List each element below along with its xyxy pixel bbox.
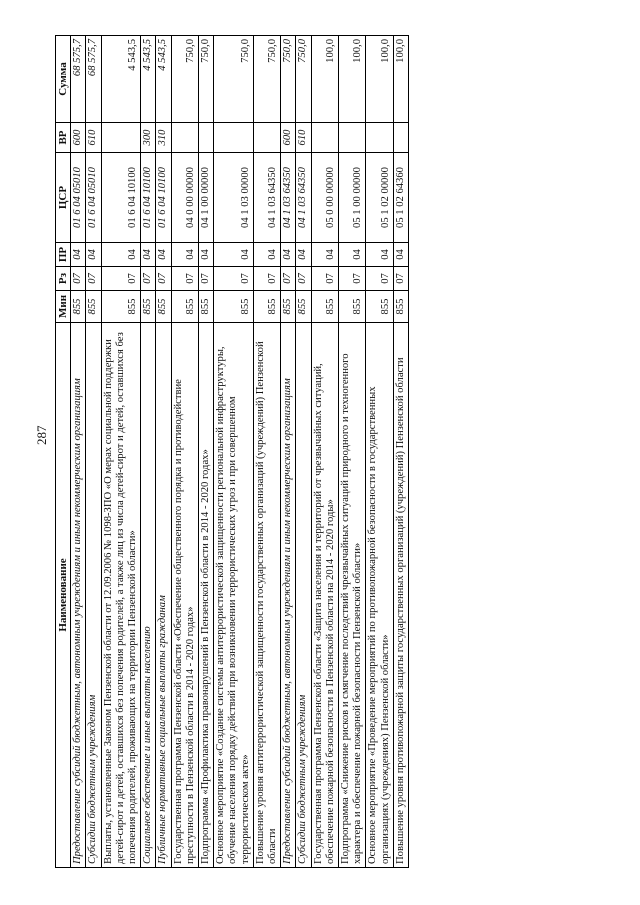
row-min-cell: 855 [101, 291, 141, 323]
row-name-cell: Публичные нормативные социальные выплаты гражданам [156, 323, 171, 868]
row-rz-cell: 07 [253, 267, 280, 291]
row-name-cell: Предоставление субсидий бюджетным, автономным учреждениям и иным некоммерческим организациям [281, 323, 296, 868]
row-csr-cell: 01 6 04 10100 [141, 153, 156, 243]
row-pr-cell: 04 [71, 243, 86, 267]
row-rz-cell: 07 [214, 267, 254, 291]
table-row [71, 36, 86, 868]
row-rz-cell: 07 [101, 267, 141, 291]
row-min-cell: 855 [311, 291, 338, 323]
row-name-cell: Субсидии бюджетным учреждениям [86, 323, 101, 868]
table-body [71, 36, 409, 868]
table-row [199, 36, 214, 868]
row-min-cell: 855 [393, 291, 408, 323]
page-number: 287 [34, 425, 49, 445]
row-pr-cell: 04 [199, 243, 214, 267]
row-min-cell: 855 [339, 291, 366, 323]
row-pr-cell: 04 [296, 243, 311, 267]
header-pr: ПР [56, 243, 71, 267]
row-vr-cell [366, 123, 393, 153]
table-row [101, 36, 141, 868]
row-min-cell: 855 [281, 291, 296, 323]
table-row [366, 36, 393, 868]
row-sum-cell: 68 575,7 [86, 36, 101, 123]
row-csr-cell: 04 1 03 00000 [214, 153, 254, 243]
row-rz-cell: 07 [296, 267, 311, 291]
row-min-cell: 855 [366, 291, 393, 323]
table-header-row [56, 36, 71, 868]
row-vr-cell [199, 123, 214, 153]
row-csr-cell: 01 6 04 10100 [101, 153, 141, 243]
row-csr-cell: 05 0 00 00000 [311, 153, 338, 243]
row-min-cell: 855 [199, 291, 214, 323]
row-pr-cell: 04 [156, 243, 171, 267]
table-row [141, 36, 156, 868]
row-pr-cell: 04 [281, 243, 296, 267]
row-sum-cell: 100,0 [366, 36, 393, 123]
row-vr-cell [393, 123, 408, 153]
row-pr-cell: 04 [101, 243, 141, 267]
row-sum-cell: 68 575,7 [71, 36, 86, 123]
row-csr-cell: 04 1 03 64350 [253, 153, 280, 243]
row-rz-cell: 07 [141, 267, 156, 291]
row-name-cell: Выплаты, установленные Законом Пензенской области от 12.09.2006 № 1098-ЗПО «О мерах социальной поддержки детей-сирот и детей, оставшихся без попечения родителей, а также лиц из числа детей-сирот и детей, оставшихся без попечения родителей, проживающих на территории Пензенской области» [101, 323, 141, 868]
row-rz-cell: 07 [199, 267, 214, 291]
rotated-table-container [55, 36, 613, 868]
row-name-cell: Подпрограмма «Профилактика правонарушений в Пензенской области в 2014 - 2020 годах» [199, 323, 214, 868]
table-row [253, 36, 280, 868]
row-csr-cell: 04 1 00 00000 [199, 153, 214, 243]
row-name-cell: Социальное обеспечение и иные выплаты населению [141, 323, 156, 868]
table-row [214, 36, 254, 868]
row-rz-cell: 07 [366, 267, 393, 291]
row-vr-cell: 600 [281, 123, 296, 153]
row-vr-cell [214, 123, 254, 153]
header-csr: ЦСР [56, 153, 71, 243]
row-vr-cell [171, 123, 198, 153]
row-sum-cell: 100,0 [339, 36, 366, 123]
row-sum-cell: 100,0 [393, 36, 408, 123]
row-vr-cell [101, 123, 141, 153]
header-vr: ВР [56, 123, 71, 153]
row-vr-cell: 610 [296, 123, 311, 153]
row-sum-cell: 750,0 [253, 36, 280, 123]
row-sum-cell: 750,0 [199, 36, 214, 123]
row-min-cell: 855 [71, 291, 86, 323]
row-min-cell: 855 [86, 291, 101, 323]
row-sum-cell: 4 543,5 [156, 36, 171, 123]
row-vr-cell: 600 [71, 123, 86, 153]
table-row [393, 36, 408, 868]
row-min-cell: 855 [156, 291, 171, 323]
row-vr-cell [253, 123, 280, 153]
row-sum-cell: 750,0 [214, 36, 254, 123]
row-csr-cell: 05 1 00 00000 [339, 153, 366, 243]
budget-table [55, 35, 409, 868]
row-pr-cell: 04 [311, 243, 338, 267]
row-pr-cell: 04 [339, 243, 366, 267]
row-vr-cell: 610 [86, 123, 101, 153]
row-pr-cell: 04 [86, 243, 101, 267]
row-rz-cell: 07 [281, 267, 296, 291]
row-pr-cell: 04 [171, 243, 198, 267]
row-rz-cell: 07 [156, 267, 171, 291]
row-csr-cell: 01 6 04 05010 [71, 153, 86, 243]
row-rz-cell: 07 [339, 267, 366, 291]
row-csr-cell: 05 1 02 64360 [393, 153, 408, 243]
row-sum-cell: 100,0 [311, 36, 338, 123]
header-name: Наименование [56, 323, 71, 868]
row-pr-cell: 04 [366, 243, 393, 267]
row-name-cell: Государственная программа Пензенской области «Обеспечение общественного порядка и противодействие преступности в Пензенской области в 2014 - 2020 годах» [171, 323, 198, 868]
row-name-cell: Повышение уровня противопожарной защиты государственных организаций (учреждений) Пензенской области [393, 323, 408, 868]
row-name-cell: Субсидии бюджетным учреждениям [296, 323, 311, 868]
row-name-cell: Подпрограмма «Снижение рисков и смягчение последствий чрезвычайных ситуаций природного и техногенного характера и обеспечение пожарной безопасности Пензенской области» [339, 323, 366, 868]
table-row [281, 36, 296, 868]
row-sum-cell: 750,0 [281, 36, 296, 123]
row-csr-cell: 05 1 02 00000 [366, 153, 393, 243]
row-name-cell: Повышение уровня антитеррористической защищенности государственных организаций (учреждений) Пензенской области [253, 323, 280, 868]
row-pr-cell: 04 [214, 243, 254, 267]
row-sum-cell: 750,0 [171, 36, 198, 123]
table-row [296, 36, 311, 868]
row-rz-cell: 07 [393, 267, 408, 291]
row-name-cell: Государственная программа Пензенской области «Защита населения и территорий от чрезвычайных ситуаций, обеспечение пожарной безопасности в Пензенской области на 2014 - 2020 годы» [311, 323, 338, 868]
table-row [156, 36, 171, 868]
row-rz-cell: 07 [86, 267, 101, 291]
row-min-cell: 855 [141, 291, 156, 323]
table-row [339, 36, 366, 868]
row-pr-cell: 04 [141, 243, 156, 267]
row-vr-cell: 310 [156, 123, 171, 153]
row-rz-cell: 07 [171, 267, 198, 291]
header-min: Мин [56, 291, 71, 323]
table-row [86, 36, 101, 868]
row-csr-cell: 04 0 00 00000 [171, 153, 198, 243]
row-name-cell: Основное мероприятие «Проведение мероприятий по противопожарной безопасности в государственных организациях (учреждениях) Пензенской области» [366, 323, 393, 868]
row-csr-cell: 04 1 03 64350 [296, 153, 311, 243]
row-min-cell: 855 [296, 291, 311, 323]
row-sum-cell: 750,0 [296, 36, 311, 123]
table-row [171, 36, 198, 868]
row-name-cell: Предоставление субсидий бюджетным, автономным учреждениям и иным некоммерческим организациям [71, 323, 86, 868]
table-row [311, 36, 338, 868]
row-min-cell: 855 [171, 291, 198, 323]
row-sum-cell: 4 543,5 [141, 36, 156, 123]
row-rz-cell: 07 [311, 267, 338, 291]
row-name-cell: Основное мероприятие «Создание системы антитеррористической защищенности региональной инфраструктуры, обучение населения порядку действий при возникновении террористических угроз и при совершенном террористическом акте» [214, 323, 254, 868]
row-min-cell: 855 [214, 291, 254, 323]
row-rz-cell: 07 [71, 267, 86, 291]
row-csr-cell: 04 1 03 64350 [281, 153, 296, 243]
row-pr-cell: 04 [393, 243, 408, 267]
row-pr-cell: 04 [253, 243, 280, 267]
row-csr-cell: 01 6 04 05010 [86, 153, 101, 243]
row-min-cell: 855 [253, 291, 280, 323]
row-vr-cell [311, 123, 338, 153]
row-csr-cell: 01 6 04 10100 [156, 153, 171, 243]
header-rz: Рз [56, 267, 71, 291]
row-vr-cell [339, 123, 366, 153]
row-sum-cell: 4 543,5 [101, 36, 141, 123]
header-sum: Сумма [56, 36, 71, 123]
row-vr-cell: 300 [141, 123, 156, 153]
